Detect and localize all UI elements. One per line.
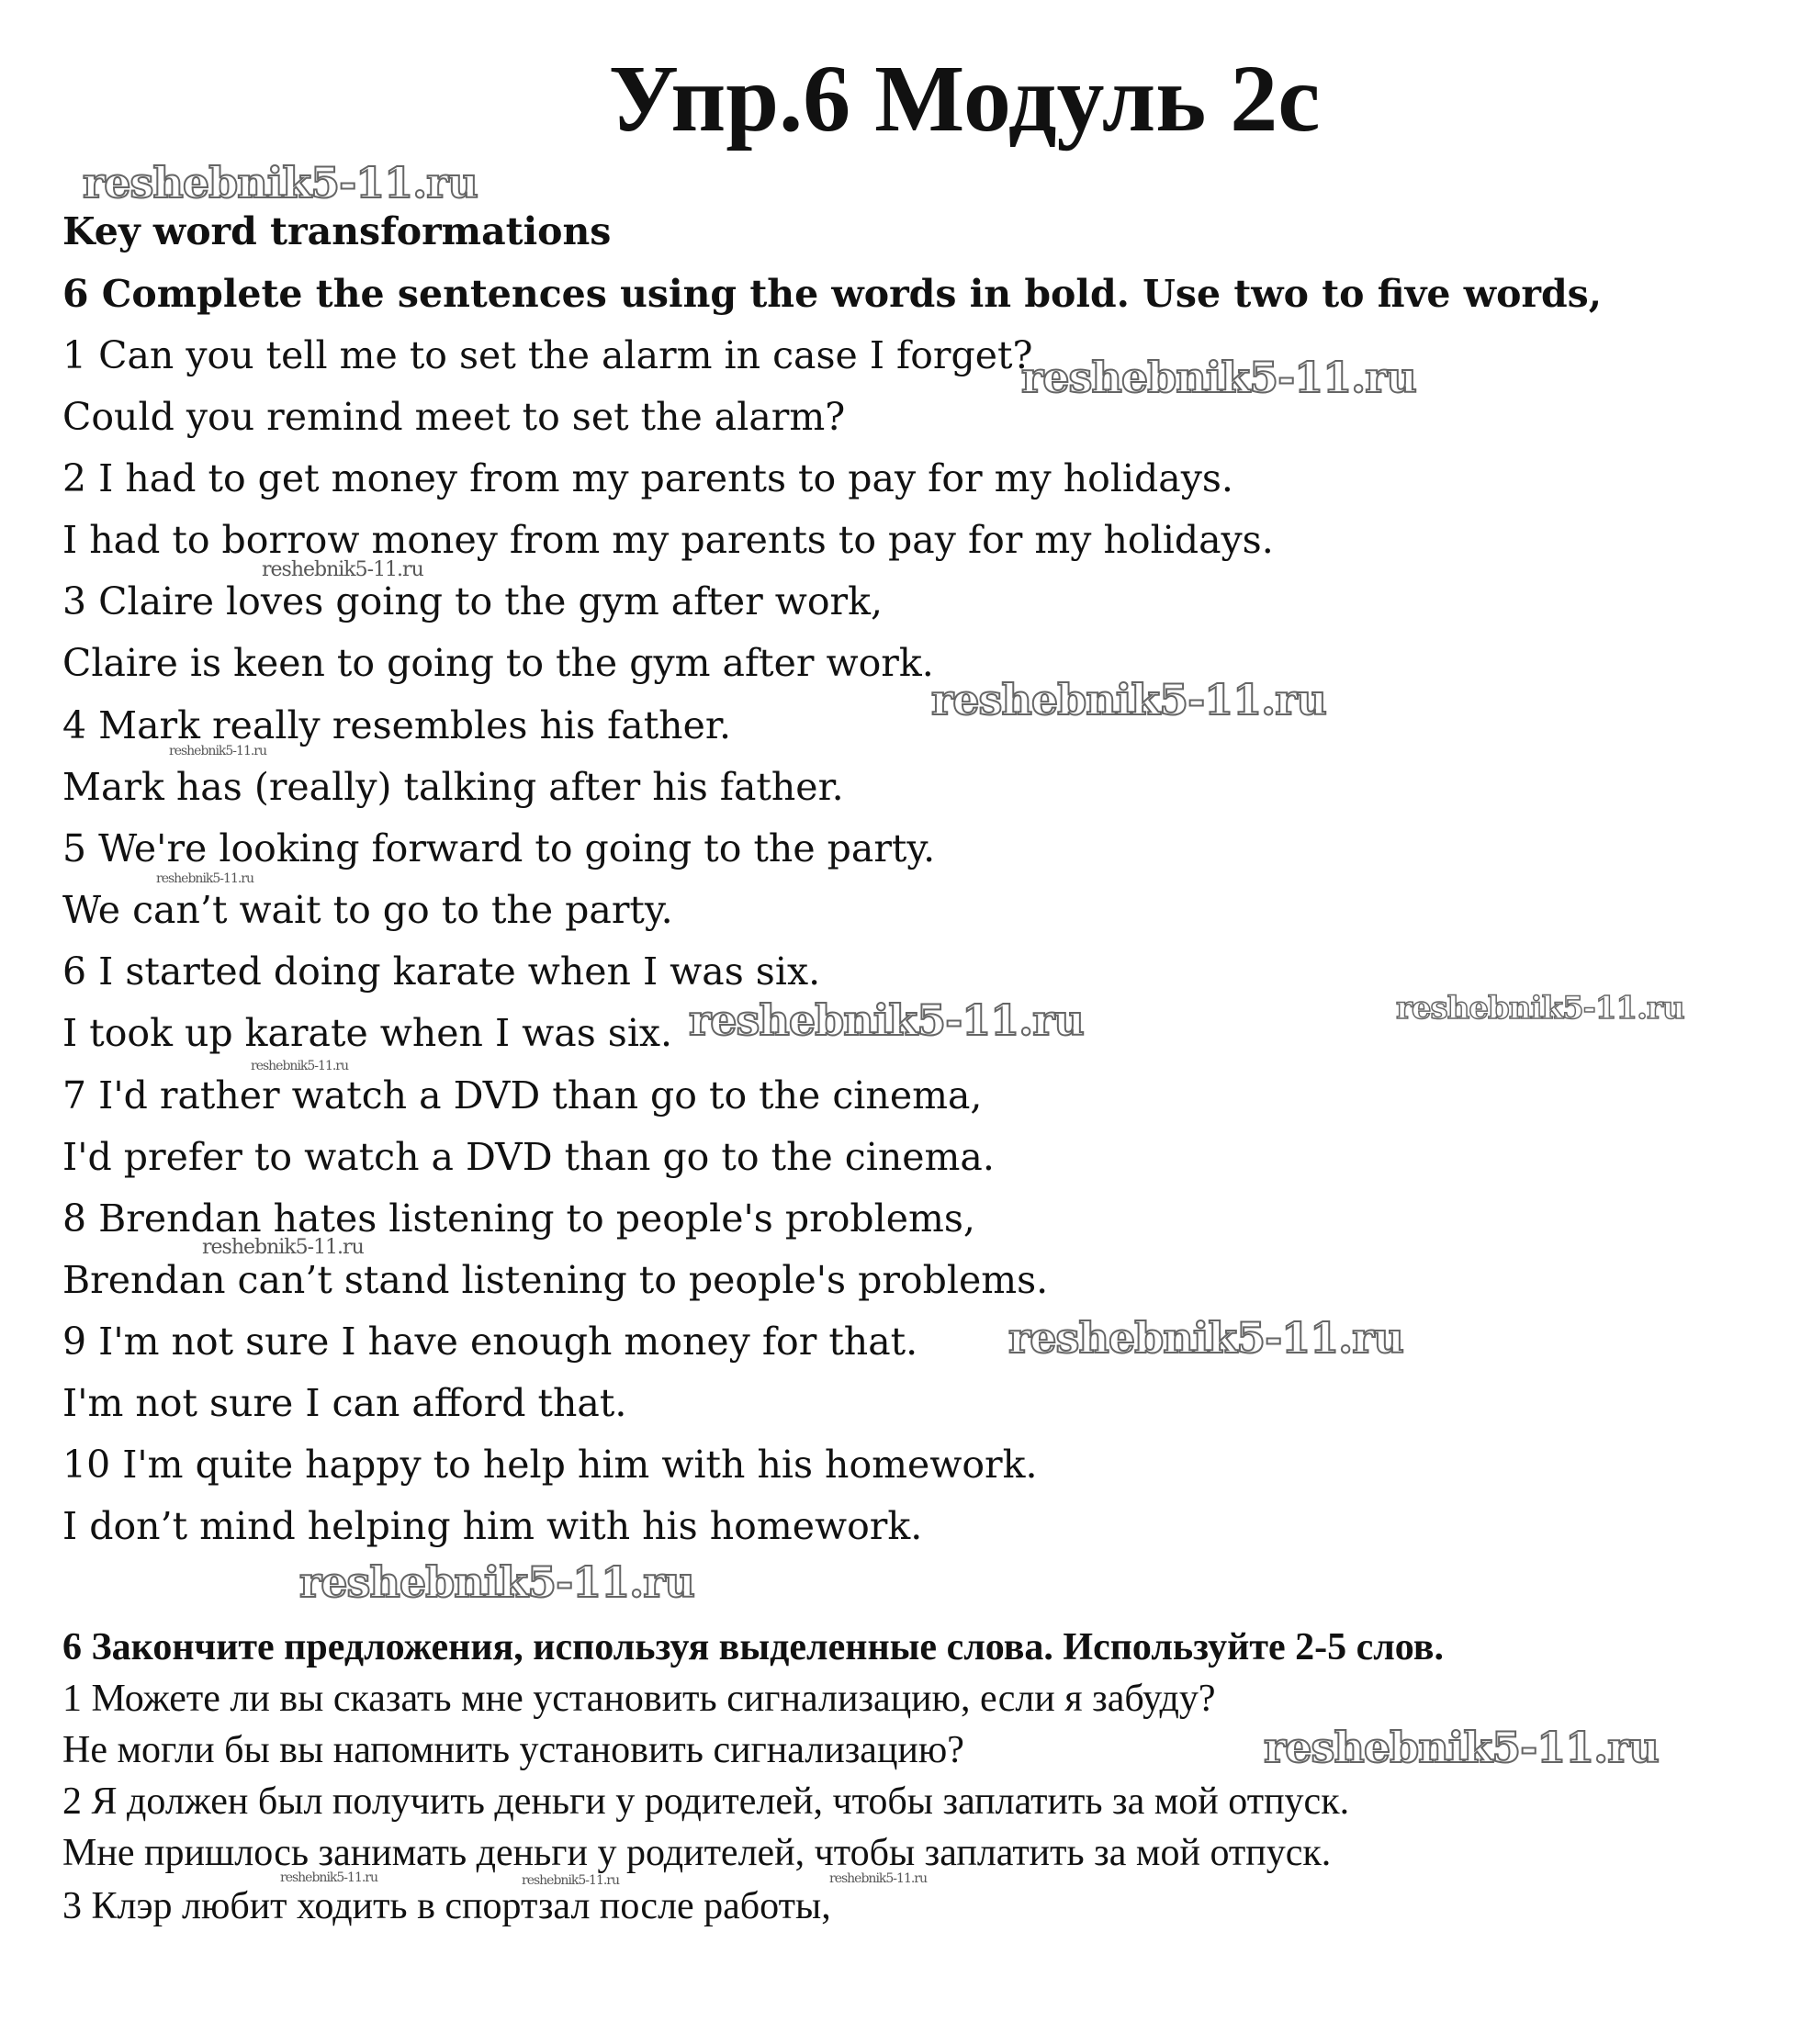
watermark: reshebnik5-11.ru (202, 1236, 364, 1259)
english-line: Brendan can’t stand listening to people's problems. (62, 1258, 1049, 1302)
english-line: 4 Mark really resembles his father. (62, 703, 731, 747)
watermark: reshebnik5-11.ru (1021, 353, 1416, 402)
english-instruction: 6 Complete the sentences using the words in bold. Use two to five words, (62, 272, 1603, 316)
english-line: I'm not sure I can afford that. (62, 1381, 627, 1425)
russian-line: Мне пришлось занимать деньги у родителей, чтобы заплатить за мой отпуск. (62, 1832, 1332, 1874)
english-line: 2 I had to get money from my parents to pay for my holidays. (62, 456, 1233, 500)
watermark: reshebnik5-11.ru (1264, 1723, 1659, 1772)
watermark: reshebnik5-11.ru (251, 1059, 349, 1073)
english-line: 7 I'd rather watch a DVD than go to the cinema, (62, 1073, 983, 1117)
russian-line: 1 Можете ли вы сказать мне установить сигнализацию, если я забуду? (62, 1678, 1216, 1720)
watermark: reshebnik5-11.ru (931, 675, 1326, 724)
english-line: Could you remind meet to set the alarm? (62, 395, 846, 439)
english-line: 8 Brendan hates listening to people's problems, (62, 1196, 975, 1241)
english-line: I don’t mind helping him with his homework. (62, 1504, 923, 1548)
watermark: reshebnik5-11.ru (299, 1557, 694, 1607)
english-line: I took up karate when I was six. (62, 1011, 673, 1055)
english-line: I had to borrow money from my parents to pay for my holidays. (62, 518, 1274, 562)
section-heading: Key word transformations (62, 209, 612, 253)
english-line: 1 Can you tell me to set the alarm in case I forget? (62, 333, 1033, 377)
watermark: reshebnik5-11.ru (522, 1873, 620, 1888)
page-title: Упр.6 Модуль 2c (608, 46, 1321, 152)
watermark: reshebnik5-11.ru (829, 1871, 928, 1886)
russian-line: 3 Клэр любит ходить в спортзал после работы, (62, 1885, 831, 1927)
russian-line: 2 Я должен был получить деньги у родителей, чтобы заплатить за мой отпуск. (62, 1780, 1350, 1823)
english-line: 9 I'm not sure I have enough money for that. (62, 1320, 918, 1364)
russian-line: Не могли бы вы напомнить установить сигнализацию? (62, 1729, 964, 1771)
english-line: Claire is keen to going to the gym after work. (62, 641, 934, 685)
watermark: reshebnik5-11.ru (83, 158, 478, 208)
watermark: reshebnik5-11.ru (280, 1870, 378, 1885)
english-line: 3 Claire loves going to the gym after work, (62, 579, 884, 623)
english-line: I'd prefer to watch a DVD than go to the cinema. (62, 1135, 995, 1179)
watermark: reshebnik5-11.ru (1396, 990, 1684, 1027)
english-line: 6 I started doing karate when I was six. (62, 949, 821, 994)
english-line: 5 We're looking forward to going to the party. (62, 826, 936, 870)
watermark: reshebnik5-11.ru (169, 744, 267, 758)
watermark: reshebnik5-11.ru (689, 995, 1084, 1045)
watermark: reshebnik5-11.ru (262, 558, 423, 581)
watermark: reshebnik5-11.ru (156, 871, 254, 886)
russian-instruction: 6 Закончите предложения, используя выделенные слова. Используйте 2-5 слов. (62, 1626, 1444, 1668)
english-line: Mark has (really) talking after his father. (62, 765, 844, 809)
english-line: 10 I'm quite happy to help him with his homework. (62, 1443, 1038, 1487)
english-line: We can’t wait to go to the party. (62, 888, 673, 932)
watermark: reshebnik5-11.ru (1008, 1313, 1403, 1363)
